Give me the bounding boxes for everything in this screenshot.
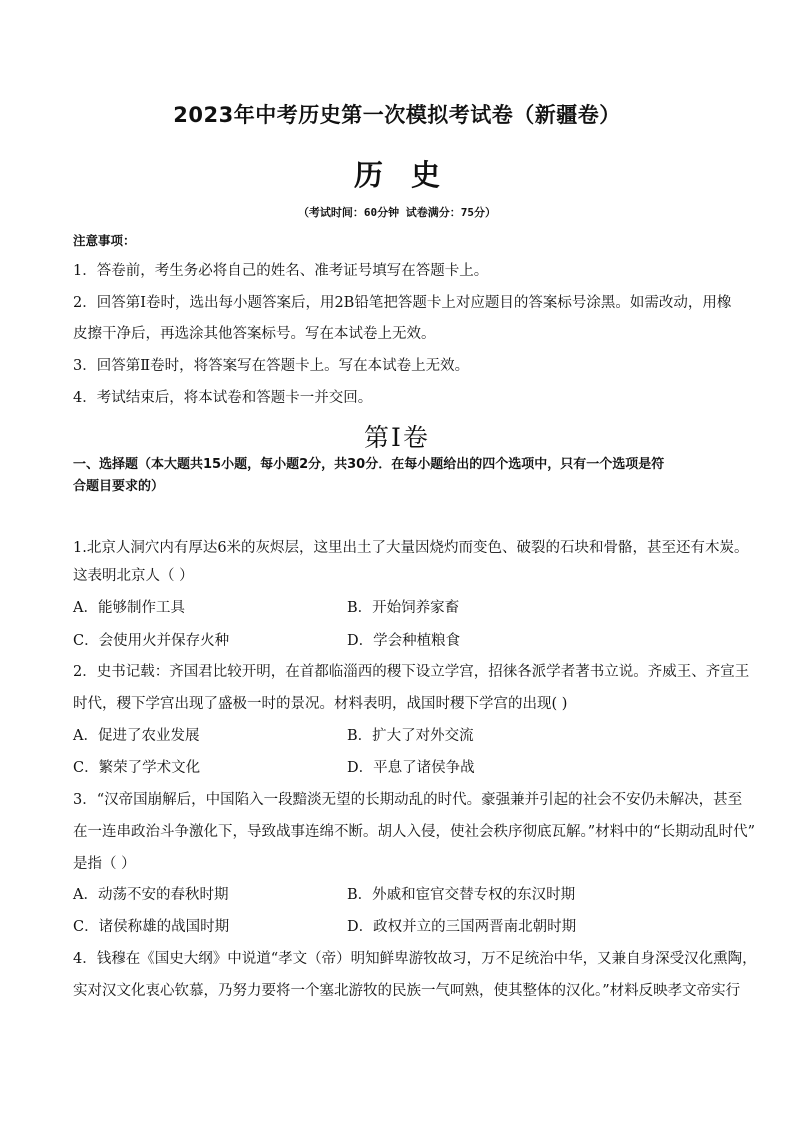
notice-item: 皮擦干净后，再选涂其他答案标号。写在本试卷上无效。	[73, 326, 436, 342]
question-3-option-b: B．外戚和宦官交替专权的东汉时期	[347, 887, 576, 903]
section-intro: 一、选择题（本大题共15小题，每小题2分，共30分．在每小题给出的四个选项中，只有一个选项是符	[73, 457, 665, 472]
question-1-option-d: D．学会种植粮食	[347, 633, 461, 649]
section-intro: 合题目要求的）	[73, 479, 165, 494]
question-2-option-a: A．促进了农业发展	[73, 728, 200, 744]
question-4-stem: 4．钱穆在《国史大纲》中说道“孝文（帝）明知鲜卑游牧故习，万不足统治中华，又兼自身深受汉化熏陶，	[73, 951, 757, 967]
notice-heading: 注意事项：	[73, 233, 136, 248]
question-2-option-d: D．平息了诸侯争战	[347, 760, 475, 776]
question-2-option-c: C．繁荣了学术文化	[73, 760, 201, 776]
question-3-option-a: A．动荡不安的春秋时期	[73, 887, 229, 903]
question-3-stem: 3．“汉帝国崩解后，中国陷入一段黯淡无望的长期动乱的时代。豪强兼并引起的社会不安仍未解决，甚至	[73, 792, 743, 808]
question-4-stem: 实对汉文化衷心钦慕，乃努力要将一个塞北游牧的民族一气呵熟，使其整体的汉化。”材料反映孝文帝实行	[73, 983, 741, 999]
question-1-stem: 1.北京人洞穴内有厚达6米的灰烬层，这里出土了大量因烧灼而变色、破裂的石块和骨骼，甚至还有木炭。	[73, 540, 749, 556]
question-3-stem: 在一连串政治斗争激化下，导致战事连绵不断。胡人入侵，使社会秩序彻底瓦解。”材料中的“长期动乱时代”	[73, 824, 755, 840]
question-2-option-b: B．扩大了对外交流	[347, 728, 474, 744]
question-1-option-c: C．会使用火并保存火种	[73, 633, 230, 649]
exam-title: 2023年中考历史第一次模拟考试卷（新疆卷）	[173, 103, 621, 127]
question-2-stem: 2．史书记载：齐国君比较开明，在首都临淄西的稷下设立学宫，招徕各派学者著书立说。齐威王、齐宣王	[73, 664, 750, 680]
question-1-option-a: A．能够制作工具	[73, 600, 185, 616]
notice-item: 3．回答第Ⅱ卷时，将答案写在答题卡上。写在本试卷上无效。	[73, 358, 470, 374]
question-2-stem: 时代，稷下学宫出现了盛极一时的景况。材料表明，战国时稷下学宫的出现( )	[73, 696, 568, 712]
notice-item: 4．考试结束后，将本试卷和答题卡一并交回。	[73, 390, 373, 406]
question-3-option-d: D．政权并立的三国两晋南北朝时期	[347, 919, 577, 935]
question-3-stem: 是指（ ）	[73, 856, 136, 872]
question-1-stem: 这表明北京人（ ）	[73, 568, 194, 584]
section-title: 第Ⅰ卷	[364, 423, 430, 452]
exam-time-and-score: （考试时间：60分钟 试卷满分：75分）	[297, 206, 497, 219]
notice-item: 2．回答第Ⅰ卷时，选出每小题答案后，用2B铅笔把答题卡上对应题目的答案标号涂黑。如需改动，用橡	[73, 295, 732, 311]
question-1-option-b: B．开始饲养家畜	[347, 600, 460, 616]
question-3-option-c: C．诸侯称雄的战国时期	[73, 919, 230, 935]
subject-heading: 历史	[353, 158, 468, 192]
notice-item: 1．答卷前，考生务必将自己的姓名、准考证号填写在答题卡上。	[73, 263, 489, 279]
